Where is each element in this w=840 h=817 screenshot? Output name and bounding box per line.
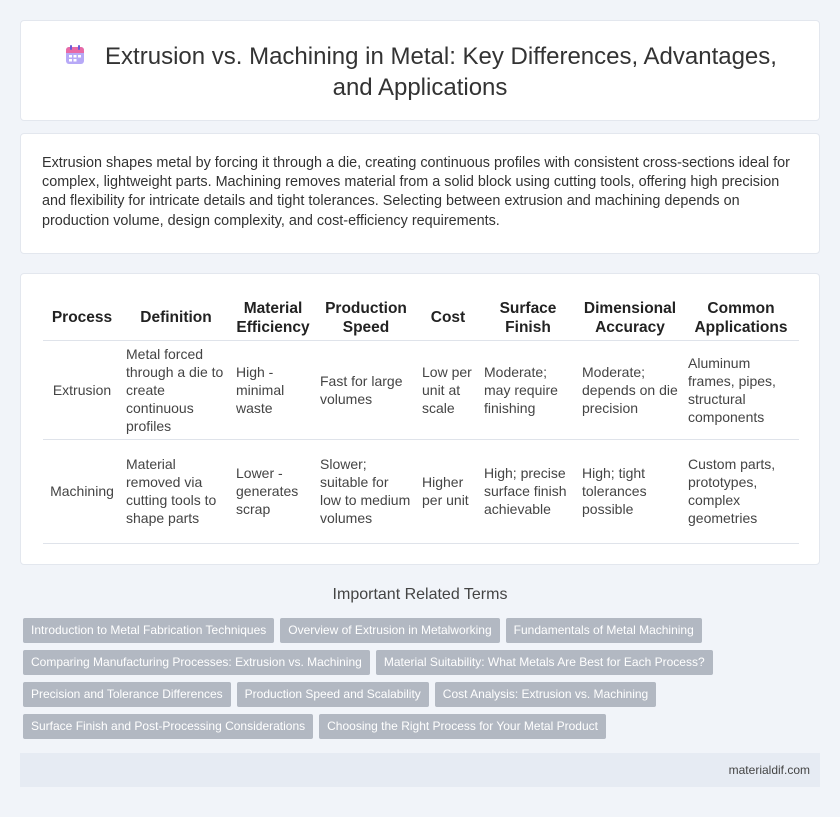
header-card: [20, 20, 820, 121]
related-term-tag[interactable]: Material Suitability: What Metals Are Best for Each Process?: [376, 650, 713, 675]
comparison-table: [43, 296, 799, 544]
intro-paragraph: Extrusion shapes metal by forcing it through a die, creating continuous profiles with consistent cross-sections ideal for complex, lightweight parts. Machining removes material from a solid block using cutting tools, offering high precision and flexibility for intricate details and tight tolerances. Selecting between extrusion and machining depends on production volume, design complexity, and cost-efficiency requirements.: [42, 155, 790, 229]
header-definition: Definition: [121, 296, 231, 340]
table-header-row: [43, 296, 799, 340]
table-cell: Lower - generates scrap: [231, 439, 315, 543]
related-term-tag[interactable]: Cost Analysis: Extrusion vs. Machining: [435, 682, 656, 707]
related-term-tag[interactable]: Precision and Tolerance Differences: [23, 682, 231, 707]
related-terms-list: [23, 618, 823, 746]
related-term-tag[interactable]: Production Speed and Scalability: [237, 682, 429, 707]
table-cell: Fast for large volumes: [315, 340, 417, 439]
header-common-applications: Common Applications: [683, 296, 799, 340]
table-cell: Moderate; may require finishing: [479, 340, 577, 439]
calendar-icon: [63, 43, 87, 67]
table-row: [43, 439, 799, 543]
related-terms-title: Important Related Terms: [332, 586, 508, 603]
related-term-tag[interactable]: Choosing the Right Process for Your Metal Product: [319, 714, 606, 739]
page-title: [61, 41, 779, 103]
table-cell: Material removed via cutting tools to shape parts: [121, 439, 231, 543]
header-production-speed: Production Speed: [315, 296, 417, 340]
related-term-tag[interactable]: Fundamentals of Metal Machining: [506, 618, 702, 643]
table-cell: High; precise surface finish achievable: [479, 439, 577, 543]
intro-card: [20, 133, 820, 254]
header-dimensional-accuracy: Dimensional Accuracy: [577, 296, 683, 340]
table-cell: High - minimal waste: [231, 340, 315, 439]
table-cell: Slower; suitable for low to medium volumes: [315, 439, 417, 543]
table-row: [43, 340, 799, 439]
table-cell: Extrusion: [43, 340, 121, 439]
page-title-text: Extrusion vs. Machining in Metal: Key Differences, Advantages, and Applications: [105, 43, 777, 101]
table-cell: Higher per unit: [417, 439, 479, 543]
related-term-tag[interactable]: Overview of Extrusion in Metalworking: [280, 618, 499, 643]
related-term-tag[interactable]: Surface Finish and Post-Processing Considerations: [23, 714, 313, 739]
related-term-tag[interactable]: Introduction to Metal Fabrication Techniques: [23, 618, 274, 643]
footer-site-link[interactable]: materialdif.com: [728, 763, 810, 777]
table-cell: Low per unit at scale: [417, 340, 479, 439]
header-process: Process: [43, 296, 121, 340]
table-cell: Moderate; depends on die precision: [577, 340, 683, 439]
table-cell: Metal forced through a die to create continuous profiles: [121, 340, 231, 439]
table-cell: Aluminum frames, pipes, structural components: [683, 340, 799, 439]
header-cost: Cost: [417, 296, 479, 340]
footer: [20, 753, 820, 787]
header-surface-finish: Surface Finish: [479, 296, 577, 340]
comparison-card: [20, 273, 820, 565]
table-cell: High; tight tolerances possible: [577, 439, 683, 543]
header-material-efficiency: Material Efficiency: [231, 296, 315, 340]
related-term-tag[interactable]: Comparing Manufacturing Processes: Extrusion vs. Machining: [23, 650, 370, 675]
table-cell: Machining: [43, 439, 121, 543]
table-cell: Custom parts, prototypes, complex geometries: [683, 439, 799, 543]
